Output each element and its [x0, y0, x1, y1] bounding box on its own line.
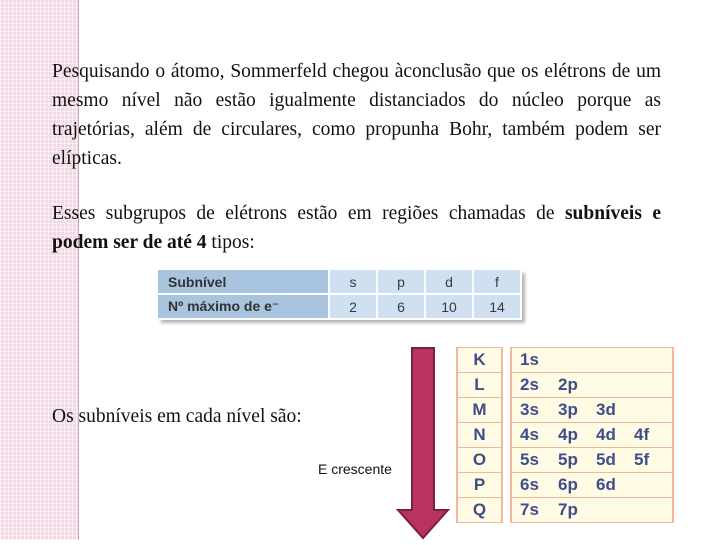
nivel-row	[457, 473, 502, 498]
subniveis-row	[511, 448, 673, 473]
subniveis-row	[511, 373, 673, 398]
subniveis-grid	[510, 347, 674, 523]
max-eletrons-cell: 2	[330, 295, 378, 320]
down-arrow-icon	[396, 344, 452, 540]
subnivel-item: 6d	[596, 475, 616, 494]
subnivel-item: 6p	[558, 475, 578, 494]
subnivel-row	[158, 270, 522, 295]
subniveis-row	[511, 473, 673, 498]
paragraph-subniveis-bold: subníveis e podem ser de até 4	[52, 203, 662, 253]
subnivel-item: 4p	[558, 425, 578, 444]
subnivel-item: 3s	[520, 400, 539, 419]
nivel-letter: P	[457, 473, 502, 498]
subniveis-row	[511, 498, 673, 523]
subnivel-item: 4d	[596, 425, 616, 444]
paragraph-subniveis-por-nivel: Os subníveis em cada nível são:	[52, 406, 302, 427]
subniveis-cell	[511, 448, 673, 473]
subnivel-item: 5p	[558, 450, 578, 469]
paragraph-subniveis-start: Esses subgrupos de elétrons estão em regiões chamadas de	[52, 203, 565, 224]
subnivel-row-label: Subnível	[158, 270, 330, 295]
energy-arrow	[396, 344, 452, 540]
subniveis-cell	[511, 498, 673, 523]
paragraph-subniveis	[52, 199, 661, 257]
nivel-letter: M	[457, 398, 502, 423]
subnivel-table	[158, 270, 522, 320]
subnivel-item: 3p	[558, 400, 578, 419]
niveis-column	[456, 347, 503, 523]
subnivel-cell: d	[426, 270, 474, 295]
subnivel-cell: s	[330, 270, 378, 295]
subnivel-item: 3d	[596, 400, 616, 419]
subnivel-item: 4s	[520, 425, 539, 444]
nivel-row	[457, 423, 502, 448]
paragraph-sommerfeld: Pesquisando o átomo, Sommerfeld chegou àconclusão que os elétrons de um mesmo nível não estão igualmente distanciados do núcleo porque as trajetórias, além de circulares, como propunha Bohr, também podem ser elípticas.	[52, 61, 661, 169]
subnivel-item: 6s	[520, 475, 539, 494]
subnivel-item: 1s	[520, 350, 539, 369]
subnivel-item: 2s	[520, 375, 539, 394]
subnivel-item: 5s	[520, 450, 539, 469]
subnivel-item: 2p	[558, 375, 578, 394]
subniveis-cell	[511, 423, 673, 448]
subnivel-item: 7p	[558, 500, 578, 519]
nivel-row	[457, 348, 502, 373]
subniveis-row	[511, 398, 673, 423]
subnivel-item: 4f	[634, 425, 650, 444]
nivel-row	[457, 398, 502, 423]
nivel-letter: L	[457, 373, 502, 398]
subnivel-item: 7s	[520, 500, 539, 519]
nivel-letter: K	[457, 348, 502, 373]
subnivel-item: 5d	[596, 450, 616, 469]
paragraph-subniveis-end: tipos:	[206, 232, 255, 253]
nivel-row	[457, 498, 502, 523]
subnivel-cell: p	[378, 270, 426, 295]
nivel-letter: Q	[457, 498, 502, 523]
subniveis-row	[511, 348, 673, 373]
subnivel-cell: f	[474, 270, 522, 295]
nivel-row	[457, 373, 502, 398]
nivel-letter: N	[457, 423, 502, 448]
subniveis-row	[511, 423, 673, 448]
subniveis-cell	[511, 348, 673, 373]
max-eletrons-cell: 6	[378, 295, 426, 320]
max-eletrons-cell: 14	[474, 295, 522, 320]
energy-crescente-label: E crescente	[318, 461, 392, 477]
subnivel-item: 5f	[634, 450, 650, 469]
max-eletrons-row	[158, 295, 522, 320]
nivel-row	[457, 448, 502, 473]
max-eletrons-cell: 10	[426, 295, 474, 320]
subniveis-cell	[511, 473, 673, 498]
subniveis-cell	[511, 398, 673, 423]
nivel-letter: O	[457, 448, 502, 473]
subniveis-cell	[511, 373, 673, 398]
max-eletrons-row-label: Nº máximo de e⁻	[158, 295, 330, 320]
